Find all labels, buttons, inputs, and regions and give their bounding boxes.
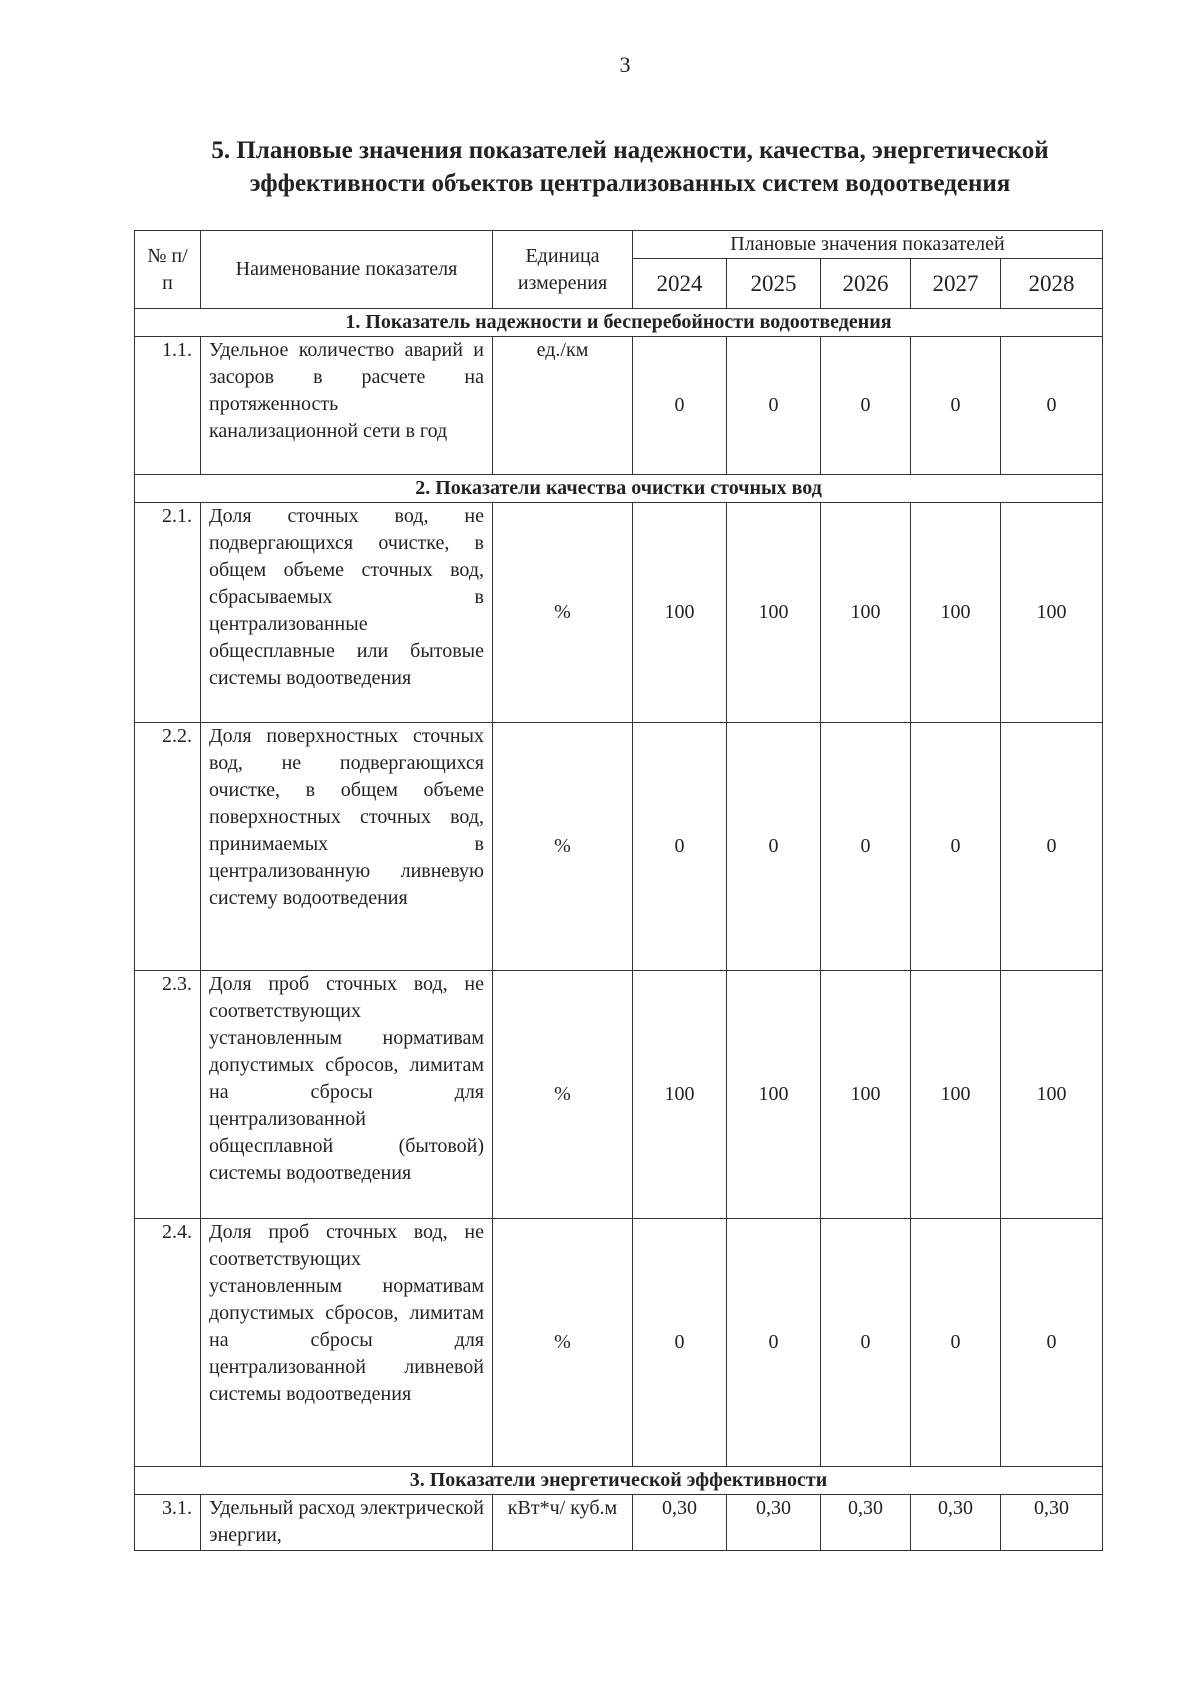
row-value: 100 [633, 503, 727, 723]
row-value: 0,30 [633, 1495, 727, 1551]
row-value: 0 [821, 337, 911, 475]
section-title: 3. Показатели энергетической эффективности [135, 1467, 1103, 1495]
row-value: 100 [911, 971, 1001, 1219]
row-unit: кВт*ч/ куб.м [493, 1495, 633, 1551]
table-row [135, 971, 1103, 1219]
row-value: 100 [633, 971, 727, 1219]
table-row [135, 1495, 1103, 1551]
row-value: 0 [633, 723, 727, 971]
table-row [135, 1219, 1103, 1467]
row-value: 100 [1001, 503, 1103, 723]
row-value: 0 [1001, 723, 1103, 971]
row-value: 100 [821, 503, 911, 723]
header-unit: Единица измерения [493, 231, 633, 309]
row-value: 0 [911, 723, 1001, 971]
header-year: 2024 [633, 259, 727, 309]
row-value: 100 [727, 503, 821, 723]
row-name: Доля сточных вод, не подвергающихся очистке, в общем объеме сточных вод, сбрасываемых в централизованные общесплавные или бытовые системы водоотведения [201, 503, 493, 723]
row-value: 0,30 [911, 1495, 1001, 1551]
title-line-1: 5. Плановые значения показателей надежности, качества, энергетической [211, 137, 1049, 164]
table-row [135, 503, 1103, 723]
row-name: Доля проб сточных вод, не соответствующих установленным нормативам допустимых сбросов, лимитам на сбросы для централизованной общесплавной (бытовой) системы водоотведения [201, 971, 493, 1219]
title-line-2: эффективности объектов централизованных систем водоотведения [249, 170, 1011, 197]
row-value: 0,30 [821, 1495, 911, 1551]
page-number: 3 [619, 52, 631, 77]
row-value: 0 [633, 337, 727, 475]
row-num: 2.3. [135, 971, 201, 1219]
row-name: Доля поверхностных сточных вод, не подвергающихся очистке, в общем объеме поверхностных сточных вод, принимаемых в централизованную ливневую систему водоотведения [201, 723, 493, 971]
row-value: 0 [911, 337, 1001, 475]
row-num: 1.1. [135, 337, 201, 475]
header-num: № п/п [135, 231, 201, 309]
row-unit: % [493, 723, 633, 971]
row-num: 2.4. [135, 1219, 201, 1467]
indicators-table [134, 230, 1103, 1551]
row-value: 0,30 [727, 1495, 821, 1551]
section-title: 2. Показатели качества очистки сточных вод [135, 475, 1103, 503]
header-year: 2025 [727, 259, 821, 309]
row-value: 0 [727, 1219, 821, 1467]
row-value: 100 [821, 971, 911, 1219]
row-num: 3.1. [135, 1495, 201, 1551]
row-value: 100 [1001, 971, 1103, 1219]
row-unit: % [493, 1219, 633, 1467]
row-value: 100 [727, 971, 821, 1219]
header-planned: Плановые значения показателей [633, 231, 1103, 259]
row-value: 0 [1001, 1219, 1103, 1467]
page-title [150, 134, 1110, 200]
table-row [135, 723, 1103, 971]
row-name: Удельное количество аварий и засоров в расчете на протяженность канализационной сети в год [201, 337, 493, 475]
row-value: 0 [821, 1219, 911, 1467]
row-name: Удельный расход электрической энергии, [201, 1495, 493, 1551]
row-num: 2.2. [135, 723, 201, 971]
row-value: 0 [1001, 337, 1103, 475]
header-year: 2027 [911, 259, 1001, 309]
row-value: 0 [633, 1219, 727, 1467]
row-num: 2.1. [135, 503, 201, 723]
row-name: Доля проб сточных вод, не соответствующих установленным нормативам допустимых сбросов, лимитам на сбросы для централизованной ливневой системы водоотведения [201, 1219, 493, 1467]
row-unit: % [493, 971, 633, 1219]
row-value: 0 [821, 723, 911, 971]
header-name: Наименование показателя [201, 231, 493, 309]
row-unit: ед./км [493, 337, 633, 475]
row-value: 0 [911, 1219, 1001, 1467]
row-value: 0 [727, 723, 821, 971]
row-value: 100 [911, 503, 1001, 723]
section-title: 1. Показатель надежности и бесперебойности водоотведения [135, 309, 1103, 337]
row-value: 0 [727, 337, 821, 475]
header-year: 2028 [1001, 259, 1103, 309]
row-unit: % [493, 503, 633, 723]
header-year: 2026 [821, 259, 911, 309]
row-value: 0,30 [1001, 1495, 1103, 1551]
table-row [135, 337, 1103, 475]
